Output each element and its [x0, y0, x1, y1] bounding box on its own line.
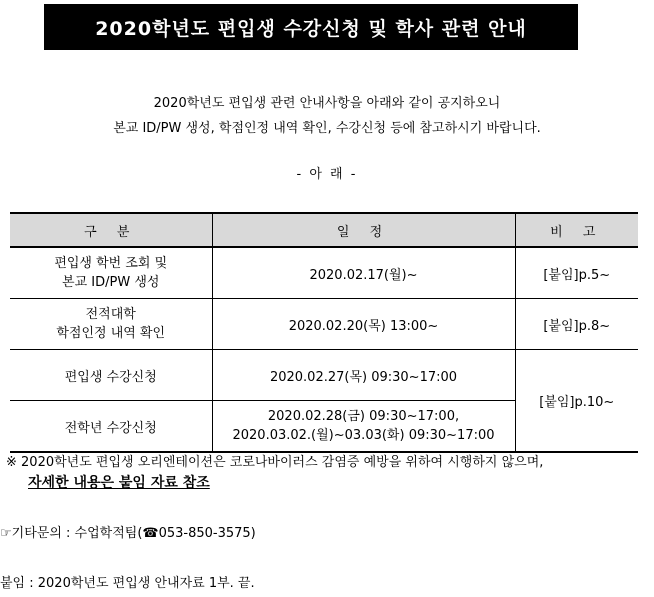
row-schedule: 2020.02.20(목) 13:00~	[212, 299, 515, 350]
table-row	[10, 247, 638, 299]
row-category	[10, 247, 212, 299]
notice-text: ※ 2020학년도 편입생 오리엔테이션은 코로나바이러스 감염증 예방을 위하여 시행하지 않으며,	[6, 455, 544, 470]
schedule-table	[10, 212, 638, 453]
row-note: [붙임]p.5~	[515, 247, 638, 299]
attachment-line: 붙임 : 2020학년도 편입생 안내자료 1부. 끝.	[0, 576, 255, 591]
row-schedule	[212, 401, 515, 453]
table-row	[10, 299, 638, 350]
intro-line-1: 2020학년도 편입생 관련 안내사항을 아래와 같이 공지하오니	[153, 96, 501, 111]
header-note: 비 고	[515, 213, 638, 247]
row-note: [붙임]p.10~	[515, 350, 638, 453]
row-schedule: 2020.02.27(목) 09:30~17:00	[212, 350, 515, 401]
schedule-line: 2020.03.02.(월)~03.03(화) 09:30~17:00	[232, 428, 495, 443]
intro-line-2: 본교 ID/PW 생성, 학점인정 내역 확인, 수강신청 등에 참고하시기 바랍니다.	[113, 121, 541, 136]
row-schedule: 2020.02.17(월)~	[212, 247, 515, 299]
schedule-line: 2020.02.28(금) 09:30~17:00,	[267, 409, 460, 424]
category-line: 편입생 학번 조회 및	[54, 256, 168, 271]
row-category: 편입생 수강신청	[10, 350, 212, 401]
category-line: 본교 ID/PW 생성	[62, 275, 160, 290]
page-title: 2020학년도 편입생 수강신청 및 학사 관련 안내	[44, 4, 578, 50]
header-category: 구 분	[10, 213, 212, 247]
row-note: [붙임]p.8~	[515, 299, 638, 350]
table-row	[10, 350, 638, 401]
contact-info: ☞기타문의 : 수업학적팀(☎053-850-3575)	[0, 526, 256, 541]
notice-emphasis: 자세한 내용은 붙임 자료 참조	[28, 475, 210, 491]
section-heading: - 아 래 -	[296, 167, 358, 182]
table-header-row	[10, 213, 638, 247]
row-category: 전학년 수강신청	[10, 401, 212, 453]
category-line: 전적대학	[85, 307, 136, 322]
header-schedule: 일 정	[212, 213, 515, 247]
row-category	[10, 299, 212, 350]
category-line: 학점인정 내역 확인	[56, 326, 166, 341]
